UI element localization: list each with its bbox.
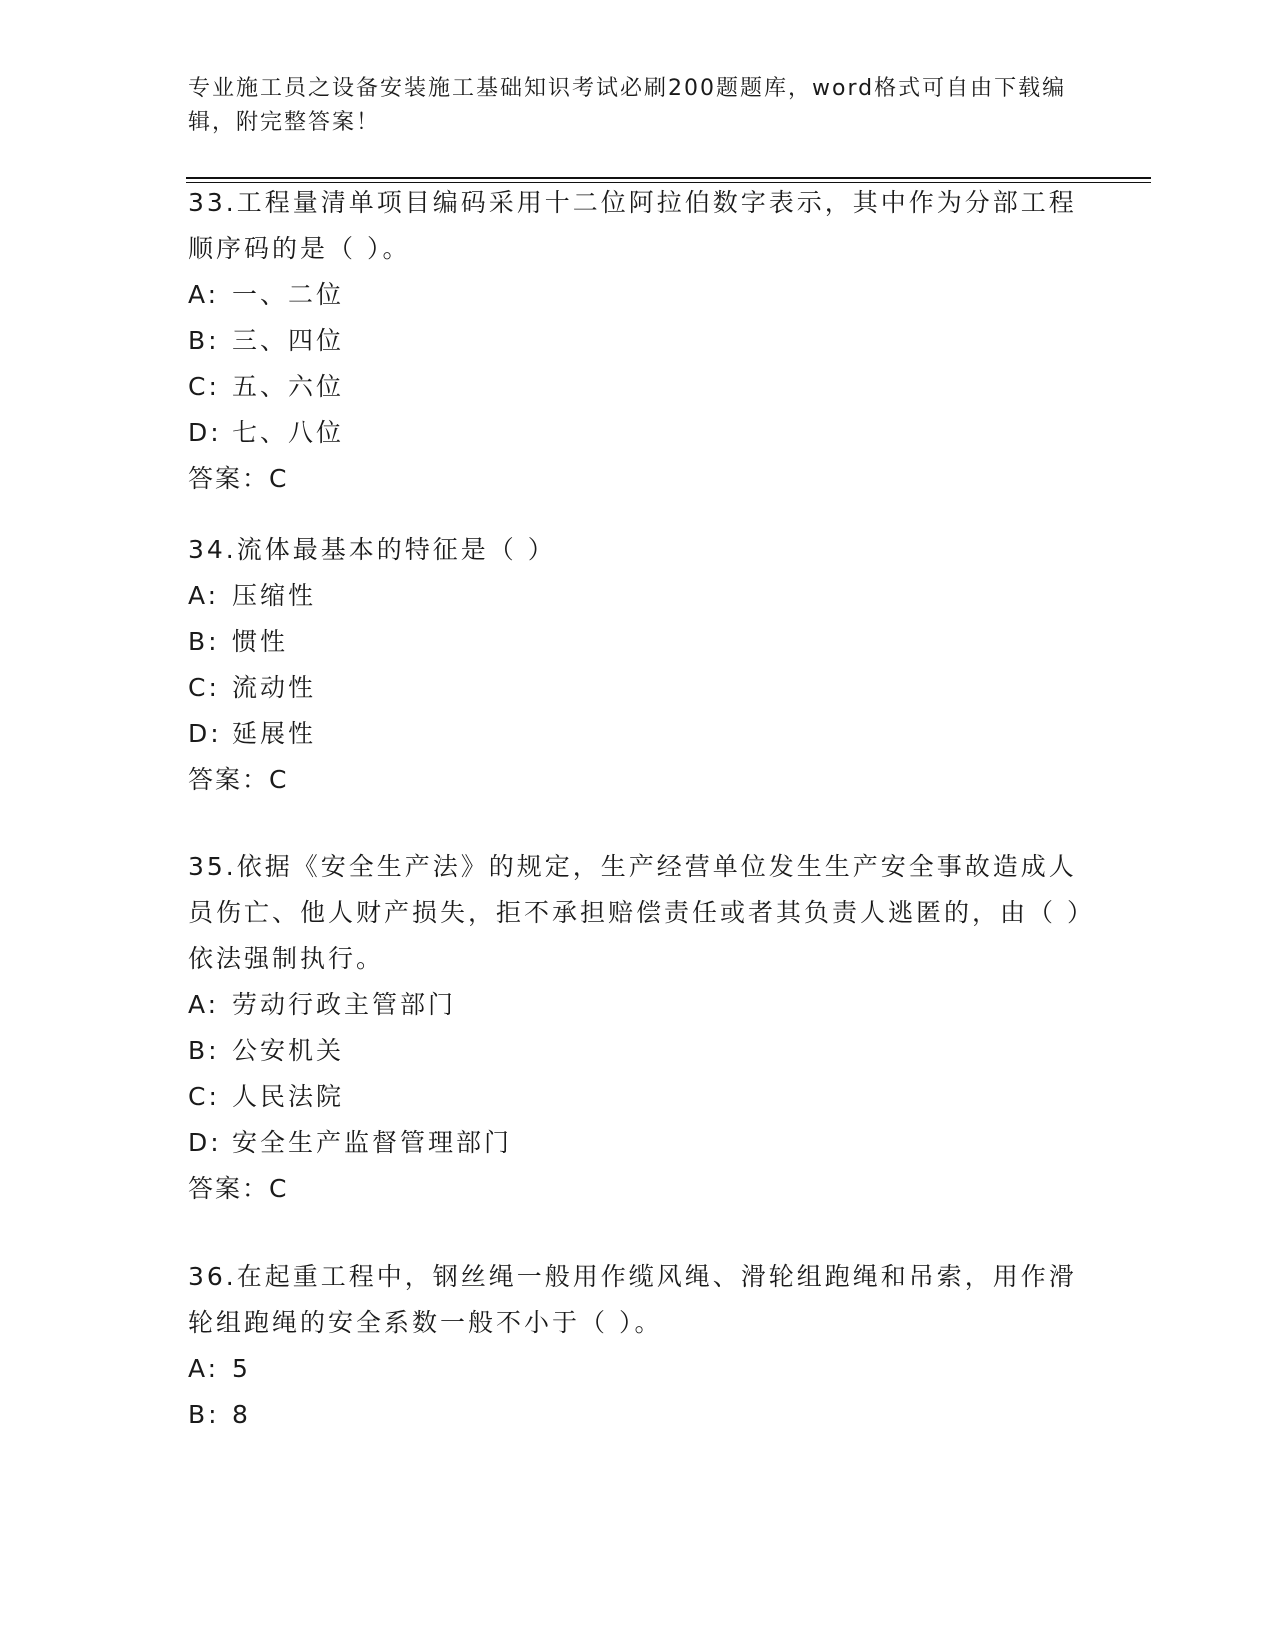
option-key: D: — [188, 719, 222, 748]
answer-line — [188, 456, 1088, 502]
option-b — [188, 1028, 1088, 1074]
option-key: C: — [188, 372, 220, 401]
option-text: 五、六位 — [232, 372, 345, 401]
option-key: B: — [188, 1400, 220, 1429]
option-key: A: — [188, 280, 220, 309]
option-c — [188, 665, 1088, 711]
option-text: 延展性 — [232, 719, 317, 748]
question-34 — [188, 527, 1088, 803]
option-text: 流动性 — [232, 673, 317, 702]
header-divider-thick — [186, 177, 1151, 179]
option-text: 8 — [232, 1400, 251, 1429]
option-key: A: — [188, 990, 220, 1019]
option-a — [188, 573, 1088, 619]
option-key: A: — [188, 1354, 220, 1383]
answer-label: 答案： — [188, 1174, 270, 1203]
option-c — [188, 364, 1088, 410]
document-header: 专业施工员之设备安装施工基础知识考试必刷200题题库，word格式可自由下载编辑，附完整答案！ — [188, 76, 1067, 135]
option-text: 一、二位 — [232, 280, 345, 309]
option-text: 公安机关 — [232, 1036, 345, 1065]
option-d — [188, 1120, 1088, 1166]
option-text: 三、四位 — [232, 326, 345, 355]
answer-value: C — [269, 464, 287, 493]
answer-line — [188, 757, 1088, 803]
answer-label: 答案： — [188, 464, 270, 493]
option-key: A: — [188, 581, 220, 610]
option-text: 5 — [232, 1354, 251, 1383]
option-key: B: — [188, 326, 220, 355]
option-b — [188, 619, 1088, 665]
question-stem: 36.在起重工程中，钢丝绳一般用作缆风绳、滑轮组跑绳和吊索，用作滑轮组跑绳的安全系数一般不小于（ ）。 — [188, 1262, 1077, 1337]
answer-value: C — [269, 765, 287, 794]
option-text: 劳动行政主管部门 — [232, 990, 457, 1019]
option-a — [188, 272, 1088, 318]
option-text: 压缩性 — [232, 581, 317, 610]
option-key: C: — [188, 673, 220, 702]
question-35 — [188, 844, 1088, 1212]
option-key: C: — [188, 1082, 220, 1111]
question-stem: 33.工程量清单项目编码采用十二位阿拉伯数字表示，其中作为分部工程顺序码的是（ ）。 — [188, 188, 1077, 263]
option-key: D: — [188, 418, 222, 447]
option-key: B: — [188, 627, 220, 656]
answer-value: C — [269, 1174, 287, 1203]
option-text: 人民法院 — [232, 1082, 345, 1111]
option-a — [188, 1346, 1088, 1392]
answer-label: 答案： — [188, 765, 270, 794]
option-d — [188, 410, 1088, 456]
question-33 — [188, 180, 1088, 502]
option-b — [188, 318, 1088, 364]
question-stem: 35.依据《安全生产法》的规定，生产经营单位发生生产安全事故造成人员伤亡、他人财产损失，拒不承担赔偿责任或者其负责人逃匿的，由（ ）依法强制执行。 — [188, 852, 1083, 973]
question-stem: 34.流体最基本的特征是（ ） — [188, 535, 556, 564]
answer-line — [188, 1166, 1088, 1212]
option-d — [188, 711, 1088, 757]
question-36 — [188, 1254, 1088, 1438]
option-text: 安全生产监督管理部门 — [232, 1128, 513, 1157]
option-c — [188, 1074, 1088, 1120]
option-key: D: — [188, 1128, 222, 1157]
option-text: 七、八位 — [232, 418, 345, 447]
option-text: 惯性 — [232, 627, 289, 656]
option-a — [188, 982, 1088, 1028]
option-b — [188, 1392, 1088, 1438]
option-key: B: — [188, 1036, 220, 1065]
